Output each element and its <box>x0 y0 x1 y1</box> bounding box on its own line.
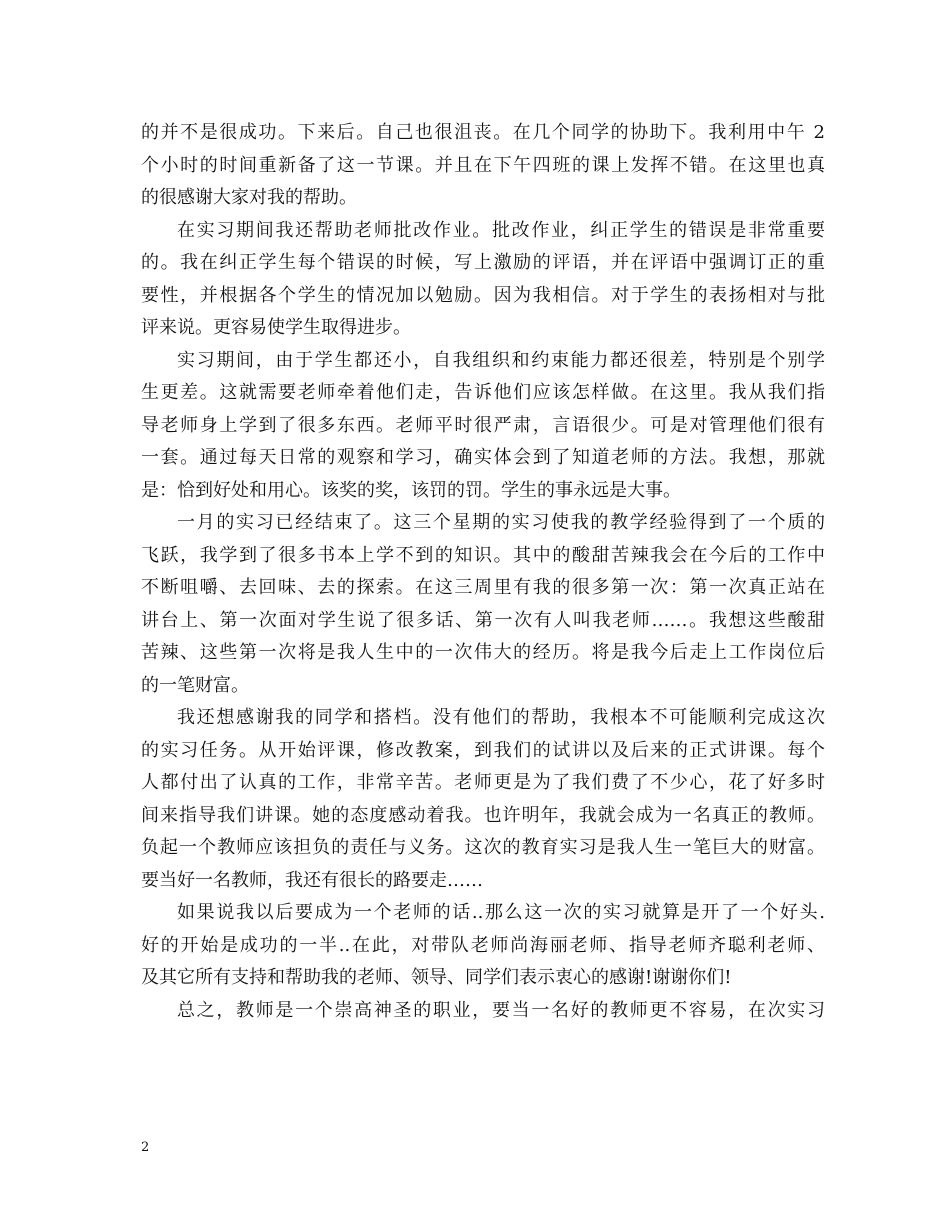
text-line: 间来指导我们讲课。她的态度感动着我。也许明年，我就会成为一名真正的教师。 <box>141 804 825 826</box>
text-line: 要当好一名教师，我还有很长的路要走…… <box>141 869 483 891</box>
text-line: 的一笔财富。 <box>141 674 249 696</box>
text-line: 不断咀嚼、去回味、去的探索。在这三周里有我的很多第一次：第一次真正站在 <box>141 577 825 598</box>
paragraph <box>141 995 825 1028</box>
text-line: 的并不是很成功。下来后。自己也很沮丧。在几个同学的协助下。我利用中午 2 <box>141 122 825 143</box>
text-line: 一套。通过每天日常的观察和学习，确实体会到了知道老师的方法。我想，那就 <box>141 447 825 468</box>
page-number: 2 <box>141 1140 150 1155</box>
text-line: 苦辣、这些第一次将是我人生中的一次伟大的经历。将是我今后走上工作岗位后 <box>141 642 825 663</box>
text-line: 我还想感谢我的同学和搭档。没有他们的帮助，我根本不可能顺利完成这次 <box>177 707 825 728</box>
paragraph <box>141 897 825 995</box>
text-line: 是：恰到好处和用心。该奖的奖，该罚的罚。学生的事永远是大事。 <box>141 479 681 501</box>
text-line: 要性，并根据各个学生的情况加以勉励。因为我相信。对于学生的表扬相对与批 <box>141 284 825 306</box>
text-line: 生更差。这就需要老师牵着他们走，告诉他们应该怎样做。在这里。我从我们指 <box>141 382 825 403</box>
text-line: 讲台上、第一次面对学生说了很多话、第一次有人叫我老师……。我想这些酸甜 <box>141 609 825 631</box>
text-line: 如果说我以后要成为一个老师的话..那么这一次的实习就算是开了一个好头. <box>177 902 825 923</box>
text-line: 及其它所有支持和帮助我的老师、领导、同学们表示衷心的感谢!谢谢你们! <box>141 967 732 988</box>
text-line: 导老师身上学到了很多东西。老师平时很严肃，言语很少。可是对管理他们很有 <box>141 414 825 436</box>
paragraph <box>141 117 825 215</box>
paragraph <box>141 702 825 897</box>
text-line: 评来说。更容易使学生取得进步。 <box>141 317 411 338</box>
text-line: 的实习任务。从开始评课，修改教案，到我们的试讲以及后来的正式讲课。每个 <box>141 739 825 761</box>
paragraph <box>141 345 825 508</box>
text-line: 实习期间，由于学生都还小，自我组织和约束能力都还很差，特别是个别学 <box>177 349 825 371</box>
paragraph <box>141 215 825 345</box>
text-line: 的。我在纠正学生每个错误的时候，写上激励的评语，并在评语中强调订正的重 <box>141 252 825 273</box>
text-line: 总之，教师是一个崇高神圣的职业，要当一名好的教师更不容易，在次实习 <box>177 999 825 1021</box>
text-line: 飞跃，我学到了很多书本上学不到的知识。其中的酸甜苦辣我会在今后的工作中 <box>141 544 825 566</box>
text-line: 个小时的时间重新备了这一节课。并且在下午四班的课上发挥不错。在这里也真 <box>141 154 825 176</box>
text-line: 负起一个教师应该担负的责任与义务。这次的教育实习是我人生一笔巨大的财富。 <box>141 837 825 858</box>
text-line: 人都付出了认真的工作，非常辛苦。老师更是为了我们费了不少心，花了好多时 <box>141 772 825 793</box>
body-text <box>141 117 825 1027</box>
text-line: 好的开始是成功的一半..在此，对带队老师尚海丽老师、指导老师齐聪利老师、 <box>141 934 825 956</box>
text-line: 的很感谢大家对我的帮助。 <box>141 187 357 208</box>
text-line: 在实习期间我还帮助老师批改作业。批改作业，纠正学生的错误是非常重要 <box>177 219 825 241</box>
paragraph <box>141 507 825 702</box>
text-line: 一月的实习已经结束了。这三个星期的实习使我的教学经验得到了一个质的 <box>177 512 825 533</box>
